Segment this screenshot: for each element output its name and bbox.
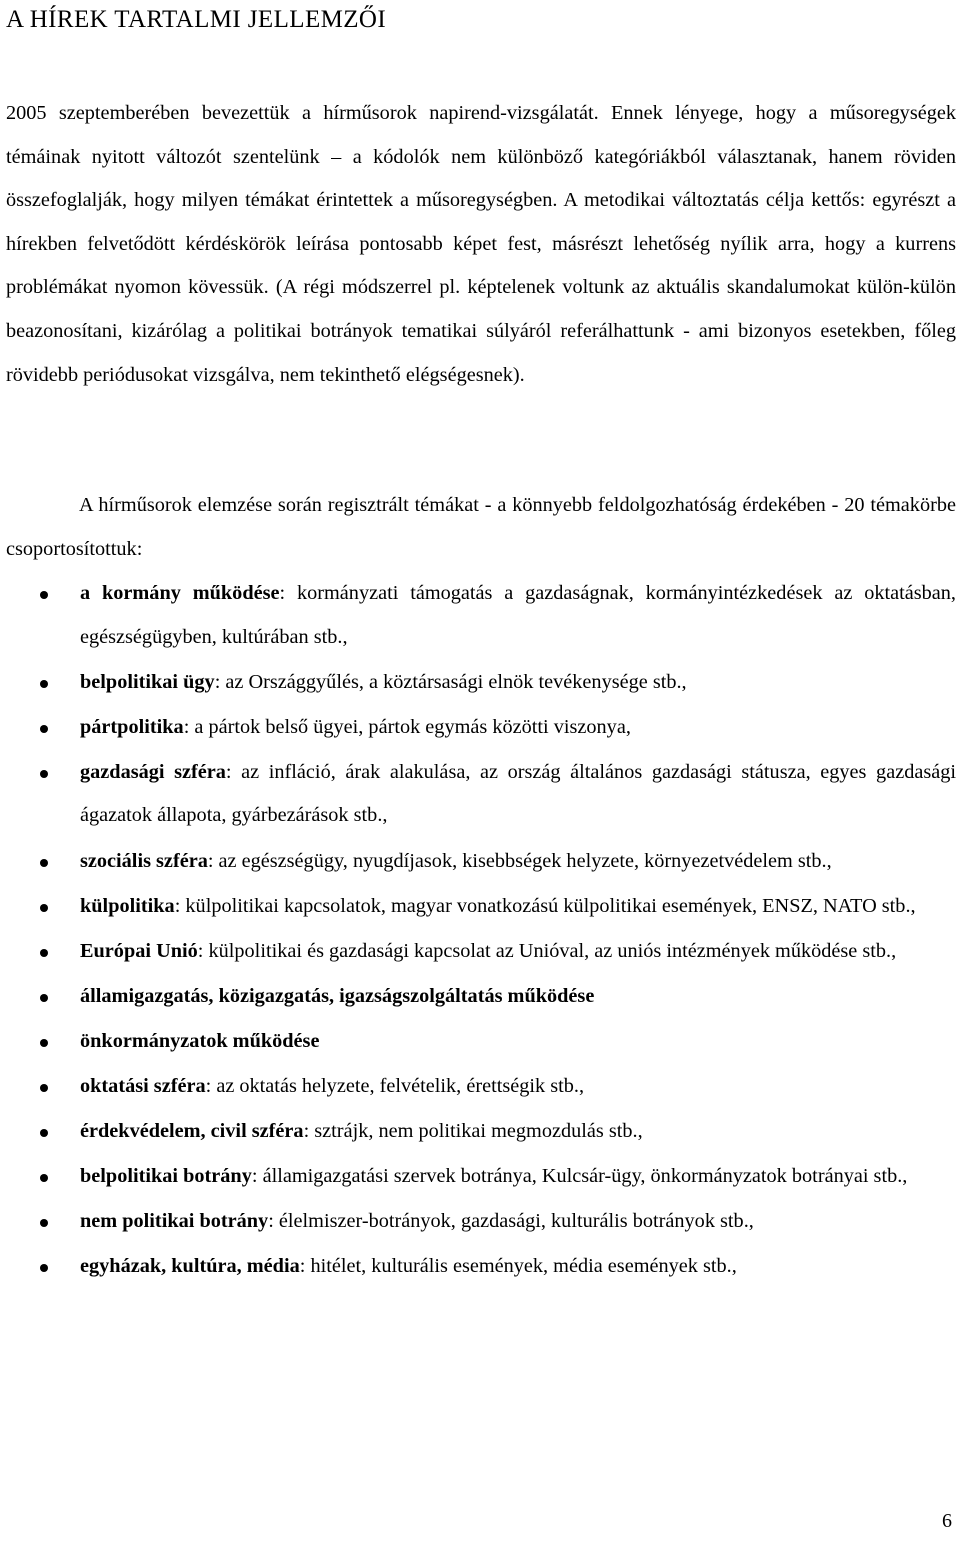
topics-intro-paragraph: A hírműsorok elemzése során regisztrált témákat - a könnyebb feldolgozhatóság érdekében - 20 témakörbe csoportosítottuk:	[6, 494, 956, 560]
topic-description: : az infláció, árak alakulása, az ország általános gazdasági státusza, egyes gazdasági ágazatok állapota, gyárbezárások stb.,	[80, 760, 957, 827]
bullet-icon	[40, 1174, 48, 1182]
list-item	[6, 1110, 956, 1154]
topic-term: érdekvédelem, civil szféra	[80, 1120, 304, 1143]
topic-description: : sztrájk, nem politikai megmozdulás stb.,	[303, 1120, 643, 1143]
bullet-icon	[40, 725, 48, 733]
topic-term: belpolitikai ügy	[80, 670, 215, 693]
bullet-icon	[40, 904, 48, 912]
bullet-icon	[40, 859, 48, 867]
list-item	[6, 1020, 956, 1064]
topic-term: oktatási szféra	[80, 1075, 206, 1098]
bullet-icon	[40, 994, 48, 1002]
topic-description: : az egészségügy, nyugdíjasok, kisebbségek helyzete, környezetvédelem stb.,	[207, 849, 832, 872]
bullet-icon	[40, 680, 48, 688]
topic-term: pártpolitika	[80, 715, 184, 738]
list-item	[6, 706, 956, 750]
topic-term: államigazgatás, közigazgatás, igazságszolgáltatás működése	[80, 984, 595, 1007]
topic-description: : külpolitikai és gazdasági kapcsolat az Unióval, az uniós intézmények működése stb.,	[197, 939, 897, 962]
topic-term: belpolitikai botrány	[80, 1165, 252, 1188]
list-item	[6, 572, 956, 659]
topic-description: : hitélet, kulturális események, média események stb.,	[299, 1255, 737, 1278]
topic-description: : külpolitikai kapcsolatok, magyar vonatkozású külpolitikai események, ENSZ, NATO stb.,	[174, 894, 916, 917]
list-item	[6, 840, 956, 884]
topic-term: külpolitika	[80, 894, 175, 917]
topic-term: Európai Unió	[80, 939, 198, 962]
list-item	[6, 751, 956, 838]
topic-term: a kormány működése	[80, 582, 280, 604]
topic-description: : a pártok belső ügyei, pártok egymás közötti viszonya,	[183, 715, 631, 738]
bullet-icon	[40, 770, 48, 778]
intro-paragraph: 2005 szeptemberében bevezettük a hírműsorok napirend-vizsgálatát. Ennek lényege, hogy a műsoregységek témáinak nyitott változót szentelünk – a kódolók nem különböző kategóriákból választanak, hanem röviden összefoglalják, hogy milyen témákat érintettek a műsoregységben. A metodikai változtatás célja kettős: egyrészt a hírekben felvetődött kérdéskörök leírása pontosabb képet fest, másrészt lehetőség nyílik arra, hogy a kurrens problémákat nyomon kövessük. (A régi módszerrel pl. képtelenek voltunk az aktuális skandalumokat külön-külön beazonosítani, kizárólag a politikai botrányok tematikai súlyáról referálhattunk - ami bizonyos esetekben, főleg rövidebb periódusokat vizsgálva, nem tekinthető elégségesnek).	[6, 102, 956, 386]
topic-description: : kormányzati támogatás a gazdaságnak, kormányintézkedések az oktatásban, egészségügyben, kultúrában stb.,	[80, 582, 956, 648]
topic-term: önkormányzatok működése	[80, 1029, 320, 1052]
topic-term: gazdasági szféra	[80, 760, 226, 783]
topic-description: : élelmiszer-botrányok, gazdasági, kulturális botrányok stb.,	[268, 1210, 754, 1233]
list-item	[6, 975, 956, 1019]
topic-description: : az oktatás helyzete, felvételik, érettségik stb.,	[205, 1075, 585, 1098]
topic-description: : államigazgatási szervek botránya, Kulcsár-ügy, önkormányzatok botrányai stb.,	[251, 1165, 908, 1188]
bullet-icon	[40, 591, 48, 599]
topic-term: egyházak, kultúra, média	[80, 1255, 300, 1278]
bullet-icon	[40, 1039, 48, 1047]
page-heading: A HÍREK TARTALMI JELLEMZŐI	[6, 6, 387, 33]
list-item	[6, 885, 956, 929]
bullet-icon	[40, 1129, 48, 1137]
list-item	[6, 1245, 956, 1289]
list-item	[6, 661, 956, 705]
bullet-icon	[40, 949, 48, 957]
list-item	[6, 1200, 956, 1244]
bullet-icon	[40, 1219, 48, 1227]
bullet-icon	[40, 1264, 48, 1272]
topic-list	[6, 572, 956, 1291]
list-item	[6, 1155, 956, 1199]
page-number: 6	[942, 1510, 952, 1532]
topic-term: nem politikai botrány	[80, 1210, 269, 1233]
list-item	[6, 930, 956, 974]
bullet-icon	[40, 1084, 48, 1092]
topic-term: szociális szféra	[80, 849, 208, 872]
list-item	[6, 1065, 956, 1109]
topic-description: : az Országgyűlés, a köztársasági elnök tevékenysége stb.,	[214, 670, 687, 693]
